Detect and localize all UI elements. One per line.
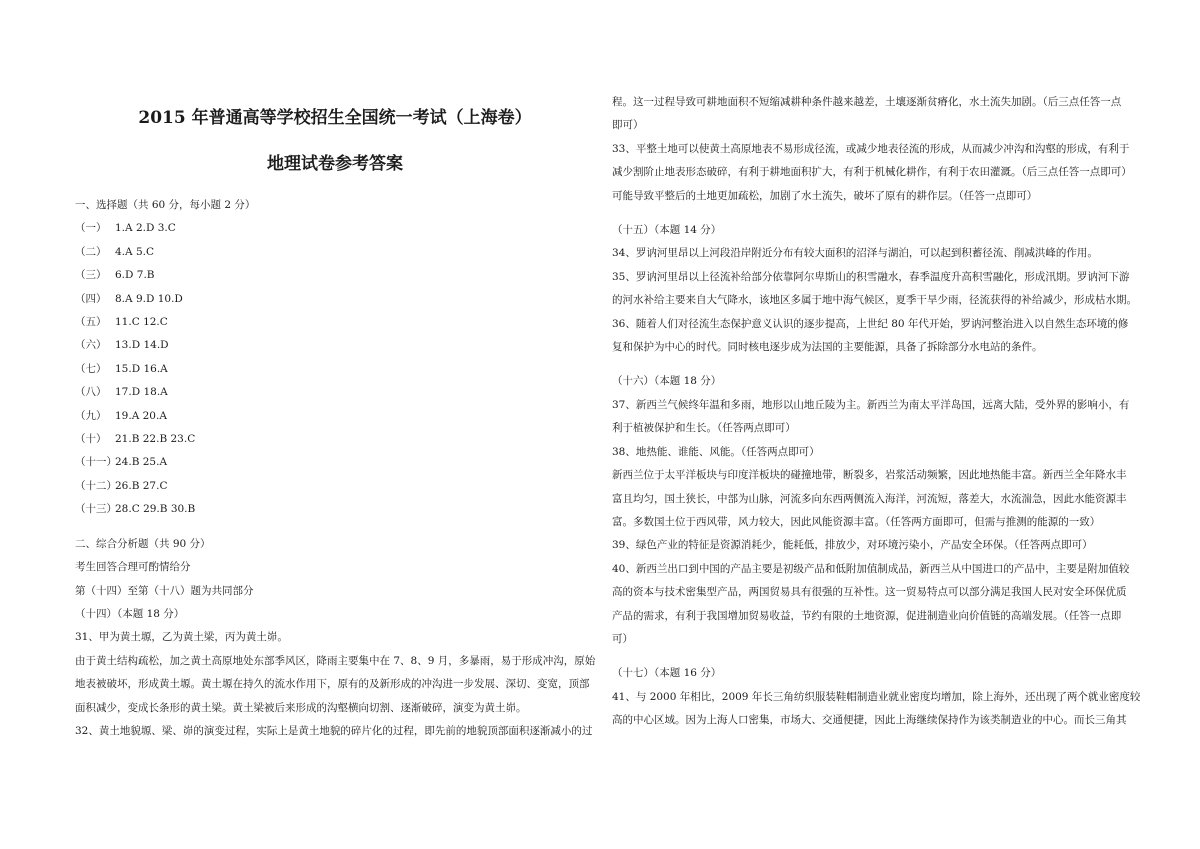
mc-row: （五） 11.C 12.C <box>75 316 168 329</box>
mc-row: （十三）28.C 29.B 30.B <box>75 503 196 516</box>
answer-line: 利于植被保护和生长。（任答两点即可） <box>612 422 796 435</box>
mc-row: （三） 6.D 7.B <box>75 269 155 282</box>
part2-note: 第（十四）至第（十八）题为共同部分 <box>75 584 254 597</box>
answer-line: 高的中心区域。因为上海人口密集，市场大、交通便捷，因此上海继续保持作为该类制造业的中心。而长三角其 <box>612 714 1127 727</box>
mc-row: （九） 19.A 20.A <box>75 409 167 422</box>
mc-row: （二） 4.A 5.C <box>75 245 154 258</box>
mc-row: （一） 1.A 2.D 3.C <box>75 222 176 235</box>
answer-line: 31、甲为黄土塬，乙为黄土梁，丙为黄土峁。 <box>75 631 288 644</box>
answer-line: 富。多数国土位于西风带，风力较大，因此风能资源丰富。（任答两方面即可，但需与推测的能源的一致） <box>612 515 1101 528</box>
part2-note: 考生回答合理可酌情给分 <box>75 561 191 574</box>
document-title: 2015 年普通高等学校招生全国统一考试（上海卷） <box>138 108 532 128</box>
answer-line: 41、与 2000 年相比，2009 年长三角纺织服装鞋帽制造业就业密度均增加，除上海外，还出现了两个就业密度较 <box>612 690 1141 703</box>
mc-row: （十一）24.B 25.A <box>75 456 168 469</box>
mc-row: （十） 21.B 22.B 23.C <box>75 433 196 446</box>
mc-row: （四） 8.A 9.D 10.D <box>75 292 183 305</box>
section-heading: （十五）（本题 14 分） <box>612 224 722 237</box>
answer-line: 程。这一过程导致可耕地面积不短缩减耕种条件越来越差，土壤逐渐贫瘠化，水土流失加剧。（后三点任答一点 <box>612 96 1122 108</box>
answer-line: 面积减少，变成长条形的黄土梁。黄土梁被后来形成的沟壑横向切割、逐渐破碎，演变为黄土峁。 <box>75 701 527 714</box>
part1-heading: 一、选择题（共 60 分，每小题 2 分） <box>75 199 256 211</box>
answer-line: 38、地热能、谁能、风能。（任答两点即可） <box>612 445 820 458</box>
answer-line: 复和保护为中心的时代。同时核电逐步成为法国的主要能源，具备了拆除部分水电站的条件。 <box>612 341 1043 354</box>
answer-line: 33、平整土地可以使黄土高原地表不易形成径流，或减少地表径流的形成，从而减少冲沟和沟壑的形成，有利于 <box>612 142 1130 155</box>
answer-line: 可能导致平整后的土地更加疏松，加剧了水土流失，破坏了原有的耕作层。（任答一点即可） <box>612 189 1038 202</box>
answer-line: 40、新西兰出口到中国的产品主要是初级产品和低附加值制成品，新西兰从中国进口的产品中，主要是附加值较 <box>612 562 1130 575</box>
answer-line: 39、绿色产业的特征是资源消耗少，能耗低，排放少，对环境污染小，产品安全环保。（任答两点即可） <box>612 539 1093 552</box>
answer-line: 富且均匀，国土狭长，中部为山脉，河流多向东西两侧流入海洋，河流短，落差大，水流湍急，因此水能资源丰 <box>612 492 1127 505</box>
mc-row: （八） 17.D 18.A <box>75 386 168 399</box>
document-subtitle: 地理试卷参考答案 <box>267 154 403 174</box>
answer-line: 34、罗讷河里昂以上河段沿岸附近分布有较大面积的沼泽与湖泊，可以起到积蓄径流、削减洪峰的作用。 <box>612 247 1098 260</box>
answer-line: 产品的需求，有利于我国增加贸易收益，节约有限的土地资源，促进制造业向价值链的高端发展。（任答一点即 <box>612 609 1122 622</box>
answer-line: 地表被破坏，形成黄土塬。黄土塬在持久的流水作用下，原有的及新形成的冲沟进一步发展、深切、变宽，顶部 <box>75 678 590 691</box>
answer-line: 35、罗讷河里昂以上径流补给部分依靠阿尔卑斯山的积雪融水，春季温度升高积雪融化，形成汛期。罗讷河下游 <box>612 270 1130 283</box>
right-column <box>612 91 1141 733</box>
section-heading: （十七）（本题 16 分） <box>612 667 722 680</box>
answer-line: 32、黄土地貌塬、梁、峁的演变过程，实际上是黄土地貌的碎片化的过程，即先前的地貌顶部面积逐渐减小的过 <box>75 724 593 737</box>
answer-line: 36、随着人们对径流生态保护意义认识的逐步提高，上世纪 80 年代开始，罗讷河整治进入以自然生态环境的修 <box>612 317 1129 330</box>
mc-row: （七） 15.D 16.A <box>75 362 168 375</box>
answer-line: 可） <box>612 632 633 645</box>
left-column <box>75 194 595 743</box>
section-heading: （十四）（本题 18 分） <box>75 607 185 620</box>
answer-line: 即可） <box>612 119 644 132</box>
answer-line: 由于黄土结构疏松，加之黄土高原地处东部季风区，降雨主要集中在 7、8、9 月，多暴雨，易于形成冲沟，原始 <box>75 654 596 667</box>
answer-line: 37、新西兰气候终年温和多雨，地形以山地丘陵为主。新西兰为南太平洋岛国，远离大陆，受外界的影响小，有 <box>612 398 1130 411</box>
answer-line: 的河水补给主要来自大气降水，该地区多属于地中海气候区，夏季干旱少雨，径流获得的补给减少，形成枯水期。 <box>612 294 1137 307</box>
part2-heading: 二、综合分析题（共 90 分） <box>75 537 211 550</box>
answer-line: 新西兰位于太平洋板块与印度洋板块的碰撞地带，断裂多，岩浆活动频繁，因此地热能丰富。新西兰全年降水丰 <box>612 469 1127 482</box>
mc-row: （十二）26.B 27.C <box>75 479 168 492</box>
section-heading: （十六）（本题 18 分） <box>612 375 722 388</box>
answer-line: 减少割阶止地表形态破碎，有利于耕地面积扩大，有利于机械化耕作，有利于农田灌溉。（后三点任答一点即可） <box>612 166 1132 179</box>
mc-row: （六） 13.D 14.D <box>75 339 169 352</box>
answer-line: 高的资本与技术密集型产品，两国贸易具有很强的互补性。这一贸易特点可以部分满足我国人民对安全环保优质 <box>612 586 1127 599</box>
